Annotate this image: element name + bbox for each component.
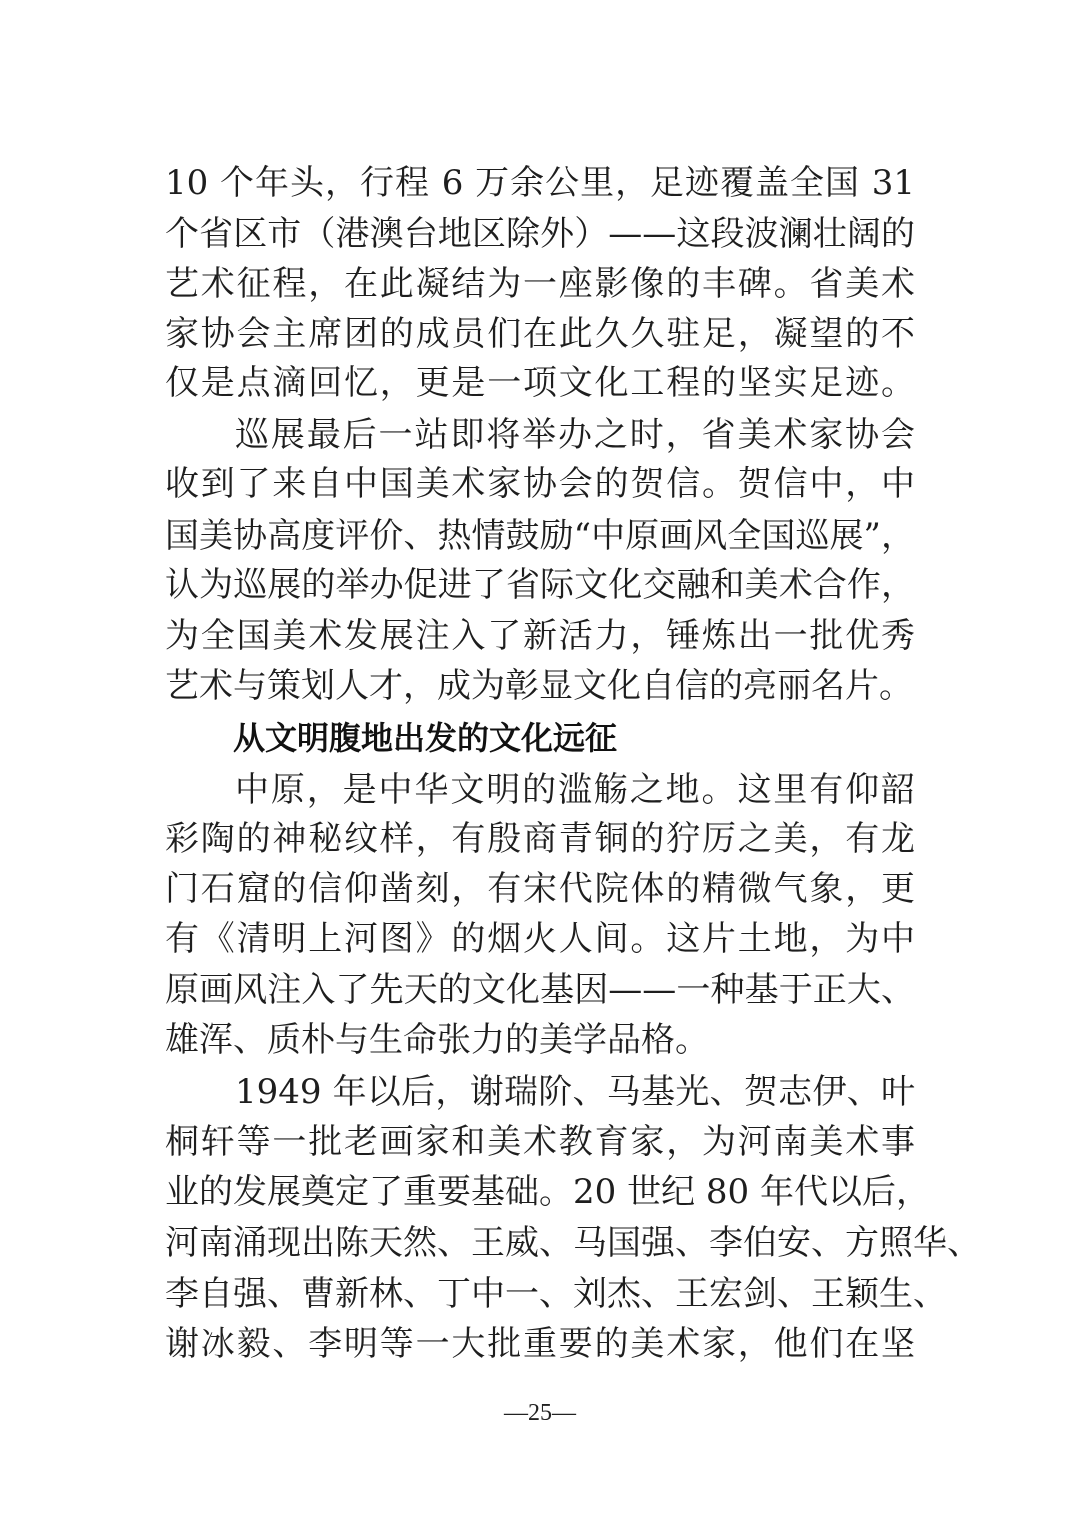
paragraph-line: 个省区市（港澳台地区除外）——这段波澜壮阔的 [165, 214, 915, 254]
paragraph-line: 门石窟的信仰凿刻，有宋代院体的精微气象，更 [165, 869, 915, 909]
paragraph-line: 谢冰毅、李明等一大批重要的美术家，他们在坚 [165, 1324, 915, 1364]
paragraph-line: 10 个年头，行程 6 万余公里，足迹覆盖全国 31 [165, 163, 915, 203]
paragraph-line: 仅是点滴回忆，更是一项文化工程的坚实足迹。 [165, 363, 915, 403]
paragraph-line: 雄浑、质朴与生命张力的美学品格。 [165, 1020, 709, 1060]
paragraph-line: 家协会主席团的成员们在此久久驻足，凝望的不 [165, 314, 915, 354]
section-heading: 从文明腹地出发的文化远征 [233, 719, 618, 757]
paragraph-line: 为全国美术发展注入了新活力，锤炼出一批优秀 [165, 616, 915, 656]
paragraph-line: 巡展最后一站即将举办之时，省美术家协会 [235, 415, 915, 455]
paragraph-line: 1949 年以后，谢瑞阶、马基光、贺志伊、叶 [235, 1072, 915, 1112]
paragraph-line: 艺术征程，在此凝结为一座影像的丰碑。省美术 [165, 264, 915, 304]
paragraph-line: 彩陶的神秘纹样，有殷商青铜的狞厉之美，有龙 [165, 819, 915, 859]
paragraph-line: 艺术与策划人才，成为彰显文化自信的亮丽名片。 [165, 666, 913, 706]
paragraph-line: 有《清明上河图》的烟火人间。这片土地，为中 [165, 919, 915, 959]
paragraph-line: 认为巡展的举办促进了省际文化交融和美术合作， [165, 565, 915, 605]
paragraph-line: 桐轩等一批老画家和美术教育家，为河南美术事 [165, 1122, 915, 1162]
paragraph-line: 国美协高度评价、热情鼓励“中原画风全国巡展”， [165, 516, 915, 556]
paragraph-line: 李自强、曹新林、丁中一、刘杰、王宏剑、王颖生、 [165, 1274, 947, 1314]
paragraph-line: 原画风注入了先天的文化基因——一种基于正大、 [165, 970, 915, 1010]
paragraph-line: 收到了来自中国美术家协会的贺信。贺信中，中 [165, 464, 915, 504]
paragraph-line: 业的发展奠定了重要基础。20 世纪 80 年代以后， [165, 1172, 930, 1212]
paragraph-line: 中原，是中华文明的滥觞之地。这里有仰韶 [235, 770, 915, 810]
page-number: —25— [504, 1400, 576, 1426]
paragraph-line: 河南涌现出陈天然、王威、马国强、李伯安、方照华、 [165, 1223, 981, 1263]
